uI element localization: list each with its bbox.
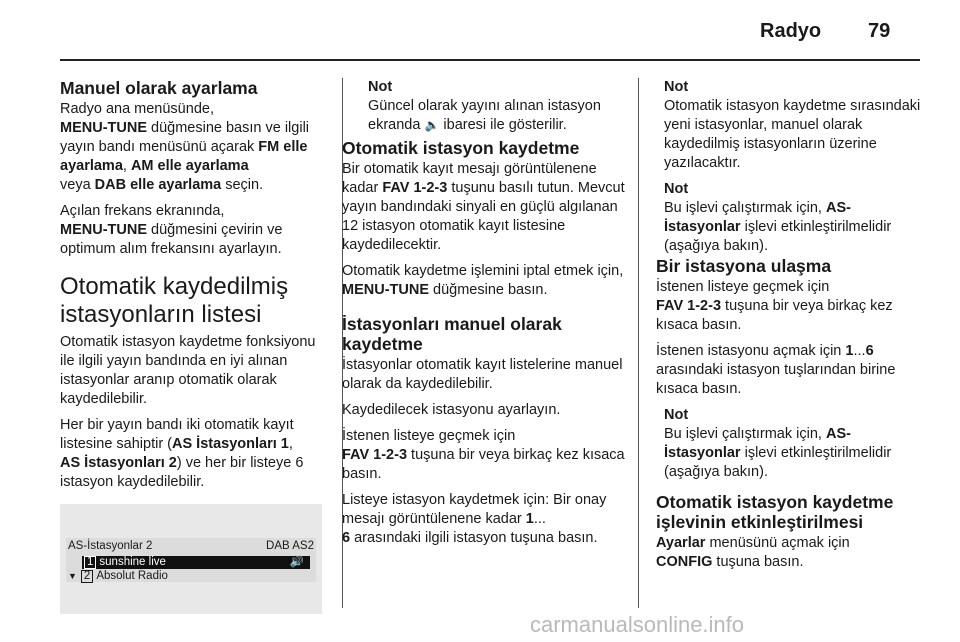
key-menu-tune: MENU-TUNE — [60, 222, 147, 238]
key-6: 6 — [342, 530, 351, 546]
column-2-body — [342, 138, 626, 555]
text: Açılan frekans ekranında, — [60, 203, 225, 219]
text: tuşuna basın. — [712, 554, 804, 570]
note-block — [368, 78, 630, 135]
note-title: Not — [368, 79, 393, 95]
text: İstenen listeye geçmek için — [342, 428, 516, 444]
radio-screen — [66, 538, 316, 582]
key-menu-tune: MENU-TUNE — [60, 120, 147, 136]
heading-reach-station: Bir istasyona ulaşma — [656, 256, 832, 276]
text: ... — [853, 343, 866, 359]
heading-auto-save: Otomatik istasyon kaydetme — [342, 138, 580, 158]
function-as-stations: AS-İstasyonlar — [664, 426, 851, 461]
paragraph-manual-2 — [60, 202, 326, 259]
note-title: Not — [664, 79, 689, 95]
note-text — [664, 425, 924, 482]
paragraph-manual-save-1: İstasyonlar otomatik kayıt listelerine manuel olarak da kaydedilebilir. — [342, 357, 623, 392]
menu-settings: Ayarlar — [656, 535, 706, 551]
key-6: 6 — [865, 343, 874, 359]
text: , — [122, 158, 131, 174]
menu-fm-manual: FM elle ayarlama — [60, 139, 308, 174]
text: İstenen istasyonu açmak için — [656, 343, 846, 359]
text: Bu işlevi çalıştırmak için, — [664, 426, 826, 442]
text: arasındaki ilgili istasyon tuşuna basın. — [350, 530, 598, 546]
paragraph-manual-save-3 — [342, 427, 626, 484]
note-title: Not — [664, 407, 689, 423]
heading-enable-auto-save: Otomatik istasyon kaydetme işlevinin etkinleştirilmesi — [656, 492, 894, 532]
text: ibaresi ile gösterilir. — [439, 117, 567, 133]
text: Her bir yayın bandı iki otomatik kayıt listesine sahiptir ( — [60, 417, 294, 452]
text: düğmesini çevirin ve optimum alım frekansını ayarlayın. — [60, 222, 283, 257]
column-1 — [60, 78, 326, 614]
paragraph-reach-1 — [656, 278, 924, 335]
radio-row-content — [84, 556, 166, 569]
list-as-2: AS İstasyonları 2 — [60, 455, 177, 471]
list-as-1: AS İstasyonları 1 — [172, 436, 289, 452]
station-name: Absolut Radio — [96, 570, 168, 582]
text: tuşunu basılı tutun. Mevcut yayın bandındaki sinyali en güçlü algılanan 12 istasyon otomatik kayıt listesine kaydedilecektir. — [342, 180, 625, 253]
text: Otomatik kaydetme işlemini iptal etmek için, — [342, 263, 624, 279]
radio-list-title: AS-İstasyonlar 2 — [68, 540, 153, 552]
column-3-notes — [664, 78, 922, 263]
note-block — [664, 406, 924, 482]
text: düğmesine basın ve ilgili yayın bandı menüsünü açarak — [60, 120, 310, 155]
key-config: CONFIG — [656, 554, 713, 570]
preset-number: 2 — [81, 570, 93, 583]
paragraph-auto-2 — [60, 416, 326, 492]
speaker-icon: 🔊 — [289, 556, 304, 568]
radio-station-row-selected — [82, 556, 310, 569]
text: Listeye istasyon kaydetmek için: Bir onay mesajı görüntülenene kadar — [342, 492, 607, 527]
preset-number: 1 — [84, 556, 96, 569]
heading-manual-tuning: Manuel olarak ayarlama — [60, 78, 258, 98]
watermark-text: carmanualsonline.info — [530, 612, 745, 637]
text: menüsünü açmak için — [705, 535, 850, 551]
column-divider-2 — [638, 78, 639, 608]
paragraph-manual-1 — [60, 100, 326, 195]
note-text: Otomatik istasyon kaydetme sırasındaki yeni istasyonlar, manuel olarak kaydedilmiş istasyonların üzerine yazılacaktır. — [664, 98, 921, 171]
text: Güncel olarak yayını alınan istasyon ekranda — [368, 98, 601, 133]
arrow-down-icon: ▼ — [68, 571, 77, 581]
radio-display-illustration — [60, 504, 322, 614]
key-fav: FAV 1-2-3 — [342, 447, 408, 463]
column-2 — [368, 78, 630, 142]
note-text — [664, 199, 922, 256]
page-section-title: Radyo — [760, 20, 822, 42]
text: düğmesine basın. — [429, 282, 548, 298]
text: işlevi etkinleştirilmelidir (aşağıya bakın). — [664, 445, 892, 480]
text: Radyo ana menüsünde, — [60, 101, 214, 117]
radio-band-label: DAB AS2 — [266, 540, 314, 552]
header-divider — [60, 59, 920, 61]
text: arasındaki istasyon tuşlarından birine kısaca basın. — [656, 362, 896, 397]
text: veya — [60, 177, 95, 193]
paragraph-auto-save-2 — [342, 262, 626, 300]
key-1: 1 — [845, 343, 854, 359]
column-3-body — [656, 256, 924, 579]
text: tuşuna bir veya birkaç kez kısaca basın. — [342, 447, 625, 482]
key-fav: FAV 1-2-3 — [382, 180, 448, 196]
text: ) ve her bir listeye 6 istasyon kaydedilebilir. — [60, 455, 304, 490]
page-number: 79 — [868, 20, 891, 42]
paragraph-enable-1 — [656, 534, 924, 572]
key-fav: FAV 1-2-3 — [656, 298, 722, 314]
speaker-icon: 🔈 — [424, 118, 440, 132]
heading-manual-save: İstasyonları manuel olarak kaydetme — [342, 314, 562, 354]
note-block — [664, 78, 922, 173]
text: ... — [533, 511, 546, 527]
paragraph-reach-2 — [656, 342, 924, 399]
note-block — [664, 180, 922, 256]
function-as-stations: AS-İstasyonlar — [664, 200, 851, 235]
paragraph-manual-save-4 — [342, 491, 626, 548]
paragraph-auto-1: Otomatik istasyon kaydetme fonksiyonu ile ilgili yayın bandında en iyi alınan istasyonlar aranıp otomatik olarak kaydedilebilir. — [60, 334, 316, 407]
text: işlevi etkinleştirilmelidir (aşağıya bakın). — [664, 219, 892, 254]
note-text — [368, 97, 630, 135]
note-title: Not — [664, 181, 689, 197]
text: , — [288, 436, 293, 452]
paragraph-manual-save-2: Kaydedilecek istasyonu ayarlayın. — [342, 402, 561, 418]
text: Bir otomatik kayıt mesajı görüntülenene kadar — [342, 161, 597, 196]
text: İstenen listeye geçmek için — [656, 279, 830, 295]
text: Bu işlevi çalıştırmak için, — [664, 200, 826, 216]
paragraph-auto-save-1 — [342, 160, 626, 255]
text: tuşuna bir veya birkaç kez kısaca basın. — [656, 298, 893, 333]
menu-am-manual: AM elle ayarlama — [130, 158, 249, 174]
heading-auto-lists: Otomatik kaydedilmiş istasyonların listesi — [60, 273, 289, 328]
key-menu-tune: MENU-TUNE — [342, 282, 429, 298]
text: seçin. — [221, 177, 264, 193]
key-1: 1 — [525, 511, 534, 527]
station-name: sunshine live — [99, 556, 166, 568]
radio-station-row — [68, 570, 168, 583]
menu-dab-manual: DAB elle ayarlama — [94, 177, 222, 193]
